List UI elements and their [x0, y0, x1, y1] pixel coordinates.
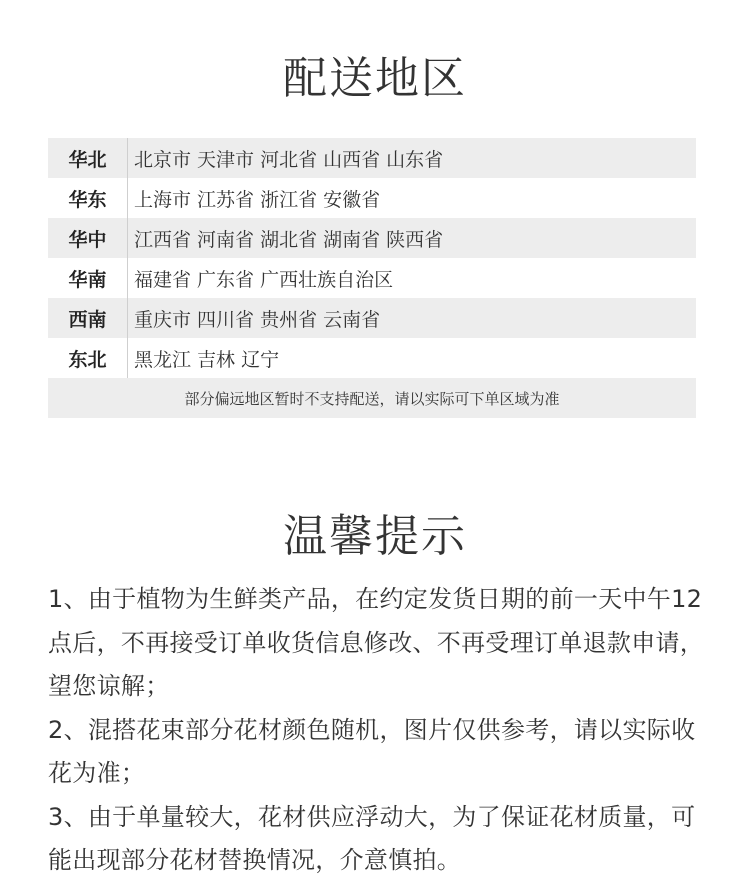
region-name: 华北 [48, 138, 128, 178]
region-name: 华中 [48, 218, 128, 258]
delivery-row-huabei [48, 138, 696, 178]
delivery-row-huadong [48, 178, 696, 218]
region-provinces: 重庆市 四川省 贵州省 云南省 [134, 308, 381, 331]
region-name: 东北 [48, 338, 128, 378]
region-name: 西南 [48, 298, 128, 338]
delivery-note: 部分偏远地区暂时不支持配送，请以实际可下单区域为准 [48, 378, 696, 418]
tip-item: 3、由于单量较大，花材供应浮动大，为了保证花材质量，可能出现部分花材替换情况，介意慎拍。 [48, 802, 696, 874]
region-provinces: 上海市 江苏省 浙江省 安徽省 [134, 188, 381, 211]
region-provinces: 福建省 广东省 广西壮族自治区 [134, 268, 394, 291]
tips-section-title: 温馨提示 [283, 511, 467, 562]
delivery-section-title: 配送地区 [283, 53, 467, 104]
region-provinces: 江西省 河南省 湖北省 湖南省 陕西省 [134, 228, 444, 251]
delivery-row-dongbei [48, 338, 696, 378]
region-provinces: 黑龙江 吉林 辽宁 [134, 348, 280, 371]
tips-list [48, 578, 708, 883]
region-name: 华南 [48, 258, 128, 298]
delivery-row-huanan [48, 258, 696, 298]
delivery-region-table [48, 138, 696, 418]
tip-item: 2、混搭花束部分花材颜色随机，图片仅供参考，请以实际收花为准； [48, 715, 696, 787]
delivery-row-xinan [48, 298, 696, 338]
region-name: 华东 [48, 178, 128, 218]
tip-item: 1、由于植物为生鲜类产品，在约定发货日期的前一天中午12 点后，不再接受订单收货信息修改、不再受理订单退款申请，望您谅解； [48, 585, 705, 700]
region-provinces: 北京市 天津市 河北省 山西省 山东省 [134, 148, 444, 171]
delivery-row-huazhong [48, 218, 696, 258]
